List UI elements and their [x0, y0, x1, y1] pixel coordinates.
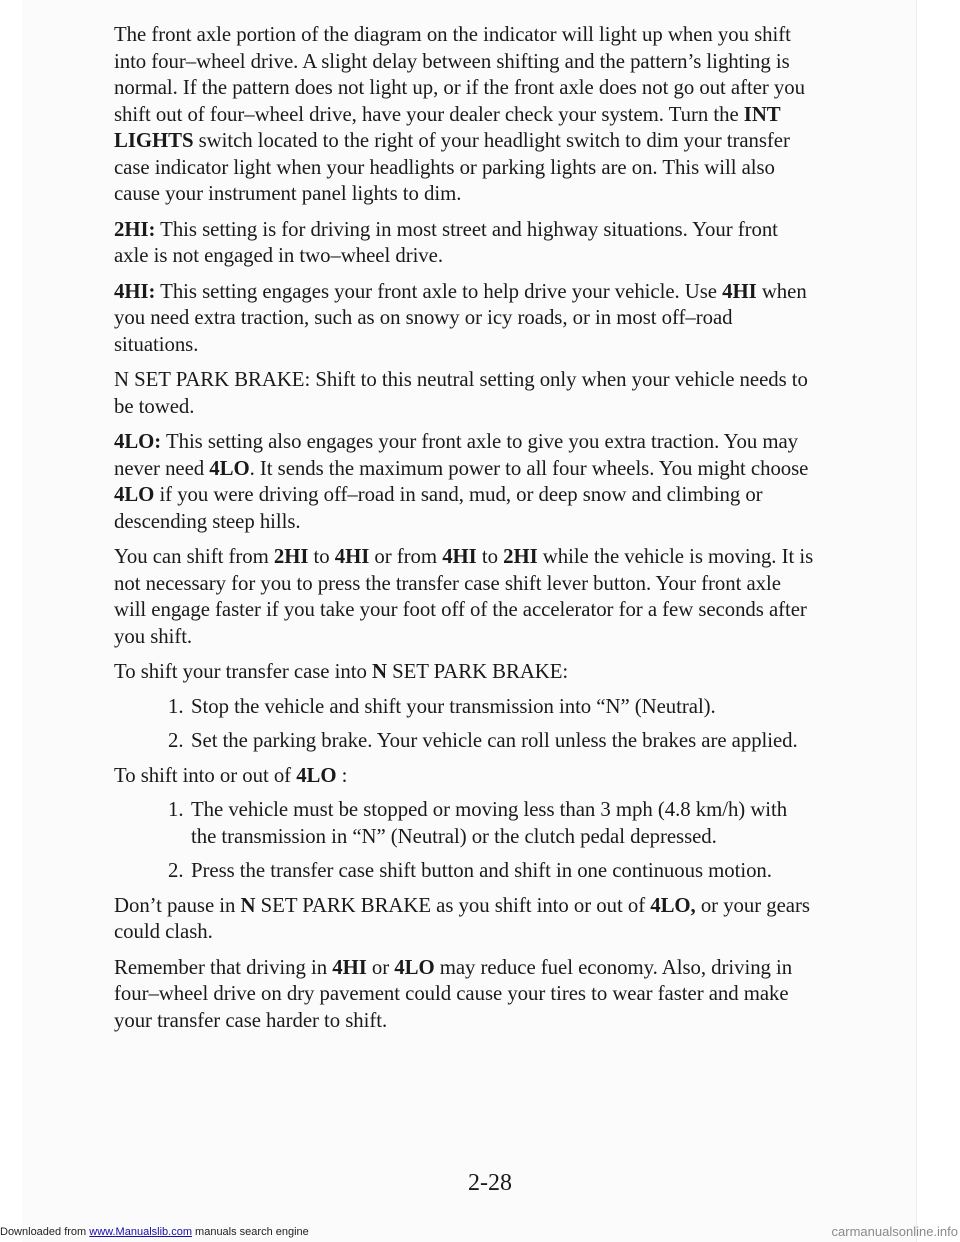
download-footer: Downloaded from www.Manualslib.com manuals search engine — [0, 1226, 309, 1238]
manualslib-link[interactable]: www.Manualslib.com — [89, 1226, 192, 1238]
list-item: 2. Press the transfer case shift button and shift in one continuous motion. — [114, 858, 814, 885]
step-number: 1. — [168, 694, 184, 718]
watermark-footer: carmanualsonline.info — [831, 1224, 958, 1239]
step-number: 2. — [168, 729, 184, 752]
step-number: 1. — [168, 798, 184, 821]
paragraph-2hi: 2HI: This setting is for driving in most street and highway situations. Your front axle is not engaged in two–wheel drive. — [114, 217, 778, 267]
paragraph-n-set-park-brake: N SET PARK BRAKE: Shift to this neutral setting only when your vehicle needs to be towed. — [114, 368, 808, 418]
manual-content — [114, 22, 814, 1043]
2hi-label: 2HI: — [114, 217, 156, 241]
int-lights-term: INT LIGHTS — [114, 102, 781, 152]
list-item: 1. The vehicle must be stopped or moving less than 3 mph (4.8 km/h) with the transmission in “N” (Neutral) or the clutch pedal depressed. — [168, 798, 788, 848]
step-number: 2. — [168, 859, 184, 882]
4lo-label: 4LO: — [114, 430, 162, 453]
paragraph-4lo: 4LO: This setting also engages your front axle to give you extra traction. You may never need 4LO. It sends the maximum power to all four wheels. You might choose 4LO if you were driving off–road in sand, mud, or deep snow and climbing or descending steep hills. — [114, 430, 809, 533]
paragraph-front-axle-indicator: The front axle portion of the diagram on the indicator will light up when you shift into four–wheel drive. A slight delay between shifting and the pattern’s lighting is normal. If the pattern does not light up, or if the front axle does not go out after you shift out of four–wheel drive, have your dealer check your system. Turn the INT LIGHTS switch located to the right of your headlight switch to dim your transfer case indicator light when your headlights or parking lights are on. This will also cause your instrument panel lights to dim. — [114, 23, 805, 205]
steps-shift-into-n — [114, 694, 814, 755]
paragraph-fuel-economy: Remember that driving in 4HI or 4LO may reduce fuel economy. Also, driving in four–wheel drive on dry pavement could cause your tires to wear faster and make your transfer case harder to shift. — [114, 955, 793, 1032]
steps-shift-4lo — [114, 797, 814, 885]
list-item: 1. Stop the vehicle and shift your transmission into “N” (Neutral). — [114, 694, 814, 721]
paragraph-shift-into-n-intro: To shift your transfer case into N SET PARK BRAKE: — [114, 660, 569, 683]
paragraph-4hi: 4HI: This setting engages your front axle to help drive your vehicle. Use 4HI when you need extra traction, such as on snowy or icy roads, or in most off–road situations. — [114, 279, 807, 356]
paragraph-dont-pause: Don’t pause in N SET PARK BRAKE as you shift into or out of 4LO, or your gears could clash. — [114, 893, 810, 943]
page-number: 2-28 — [468, 1170, 512, 1196]
4hi-label: 4HI: — [114, 279, 156, 303]
paragraph-shifting-while-moving: You can shift from 2HI to 4HI or from 4HI to 2HI while the vehicle is moving. It is not necessary for you to press the transfer case shift lever button. Your front axle will engage faster if you take your foot off of the accelerator for a few seconds after you shift. — [114, 545, 814, 648]
list-item: 2. Set the parking brake. Your vehicle can roll unless the brakes are applied. — [114, 728, 814, 755]
paragraph-shift-4lo-intro: To shift into or out of 4LO : — [114, 763, 348, 787]
